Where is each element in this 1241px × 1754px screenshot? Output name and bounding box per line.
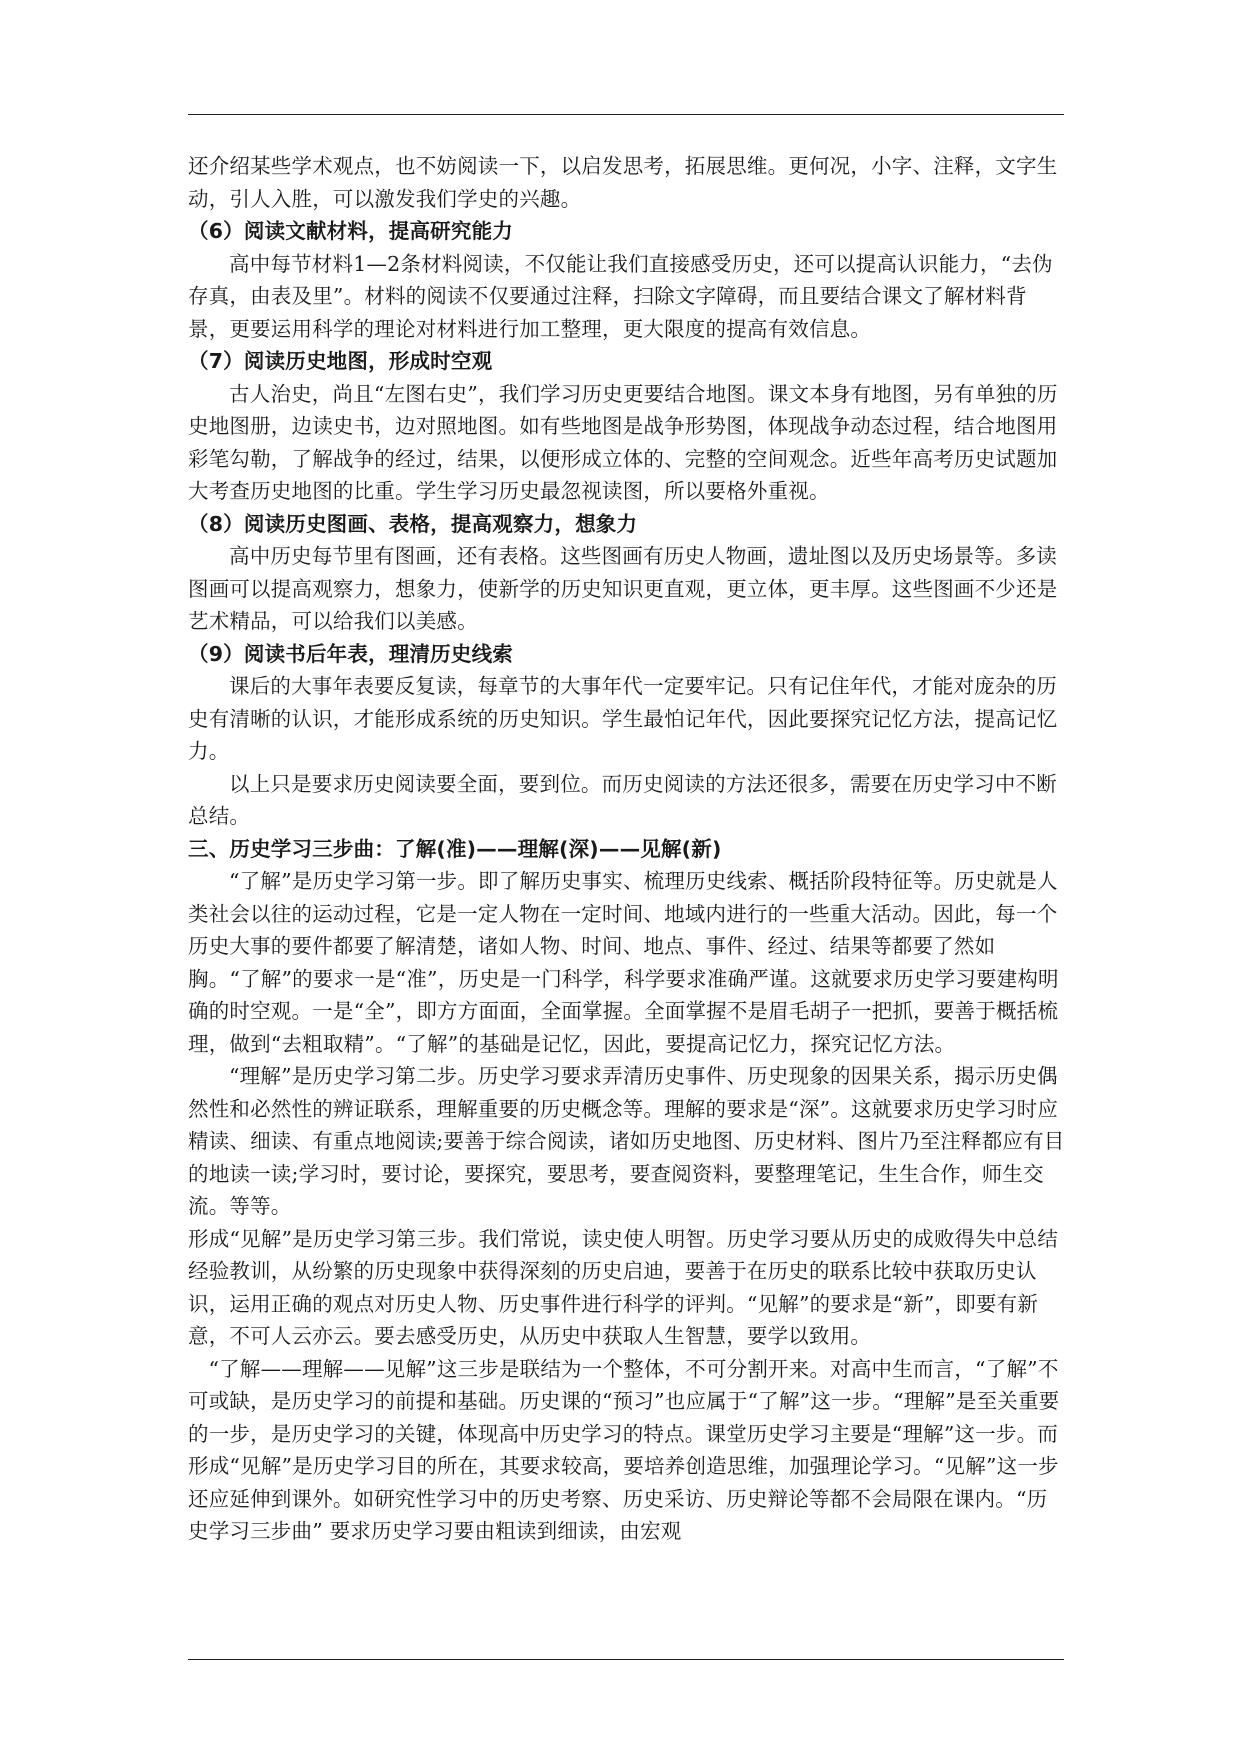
section-subheading: （8）阅读历史图画、表格，提高观察力，想象力	[188, 511, 638, 536]
document-body	[188, 150, 1068, 1548]
paragraph: “了解——理解——见解”这三步是联结为一个整体，不可分割开来。对高中生而言，“了解”不可或缺，是历史学习的前提和基础。历史课的“预习”也应属于“了解”这一步。“理解”是至关重要的一步，是历史学习的关键，体现高中历史学习的特点。课堂历史学习主要是“理解”这一步。而形成“见解”是历史学习目的所在，其要求较高，要培养创造思维，加强理论学习。“见解”这一步还应延伸到课外。如研究性学习中的历史考察、历史采访、历史辩论等都不会局限在课内。“历史学习三步曲” 要求历史学习要由粗读到细读，由宏观	[188, 1356, 1060, 1543]
paragraph: 以上只是要求历史阅读要全面，要到位。而历史阅读的方法还很多，需要在历史学习中不断总结。	[188, 771, 1057, 828]
section-subheading: （6）阅读文献材料，提高研究能力	[188, 219, 513, 243]
section-subheading: （7）阅读历史地图，形成时空观	[188, 349, 493, 373]
section-subheading: （9）阅读书后年表，理清历史线索	[188, 641, 513, 666]
paragraph: “了解”是历史学习第一步。即了解历史事实、梳理历史线索、概括阶段特征等。历史就是人类社会以往的运动过程，它是一定人物在一定时间、地域内进行的一些重大活动。因此，每一个历史大事的要件都要了解清楚，诸如人物、时间、地点、事件、经过、结果等都要了然如胸。“了解”的要求一是“准”，历史是一门科学，科学要求准确严谨。这就要求历史学习要建构明确的时空观。一是“全”，即方方面面，全面掌握。全面掌握不是眉毛胡子一把抓，要善于概括梳理，做到“去粗取精”。“了解”的基础是记忆，因此，要提高记忆力，探究记忆方法。	[188, 869, 1059, 1056]
section-heading: 三、历史学习三步曲：了解(准)——理解(深)——见解(新)	[188, 836, 722, 861]
paragraph: 高中每节材料1—2条材料阅读，不仅能让我们直接感受历史，还可以提高认识能力，“去伪存真，由表及里”。材料的阅读不仅要通过注释，扫除文字障碍，而且要结合课文了解材料背景，更要运用科学的理论对材料进行加工整理，更大限度的提高有效信息。	[188, 251, 1053, 341]
footer-rule	[188, 1659, 1064, 1660]
paragraph: “理解”是历史学习第二步。历史学习要求弄清历史事件、历史现象的因果关系，揭示历史偶然性和必然性的辨证联系，理解重要的历史概念等。理解的要求是“深”。这就要求历史学习时应精读、细读、有重点地阅读;要善于综合阅读，诸如历史地图、历史材料、图片乃至注释都应有目的地读一读;学习时，要讨论，要探究，要思考，要查阅资料，要整理笔记，生生合作，师生交流。等等。	[188, 1064, 1065, 1218]
paragraph: 课后的大事年表要反复读，每章节的大事年代一定要牢记。只有记住年代，才能对庞杂的历史有清晰的认识，才能形成系统的历史知识。学生最怕记年代，因此要探究记忆方法，提高记忆力。	[188, 674, 1058, 763]
paragraph: 形成“见解”是历史学习第三步。我们常说，读史使人明智。历史学习要从历史的成败得失中总结经验教训，从纷繁的历史现象中获得深刻的历史启迪，要善于在历史的联系比较中获取历史认识，运用正确的观点对历史人物、历史事件进行科学的评判。“见解”的要求是“新”，即要有新意，不可人云亦云。要去感受历史，从历史中获取人生智慧，要学以致用。	[188, 1226, 1059, 1348]
paragraph: 高中历史每节里有图画，还有表格。这些图画有历史人物画，遗址图以及历史场景等。多读图画可以提高观察力，想象力，使新学的历史知识更直观，更立体，更丰厚。这些图画不少还是艺术精品，可以给我们以美感。	[188, 544, 1058, 633]
paragraph: 还介绍某些学术观点，也不妨阅读一下，以启发思考，拓展思维。更何况，小字、注释，文字生动，引人入胜，可以激发我们学史的兴趣。	[188, 154, 1058, 211]
paragraph: 古人治史，尚且“左图右史”，我们学习历史更要结合地图。课文本身有地图，另有单独的历史地图册，边读史书，边对照地图。如有些地图是战争形势图，体现战争动态过程，结合地图用彩笔勾勒，了解战争的经过，结果，以便形成立体的、完整的空间观念。近些年高考历史试题加大考查历史地图的比重。学生学习历史最忽视读图，所以要格外重视。	[188, 381, 1058, 503]
header-rule	[188, 114, 1064, 115]
